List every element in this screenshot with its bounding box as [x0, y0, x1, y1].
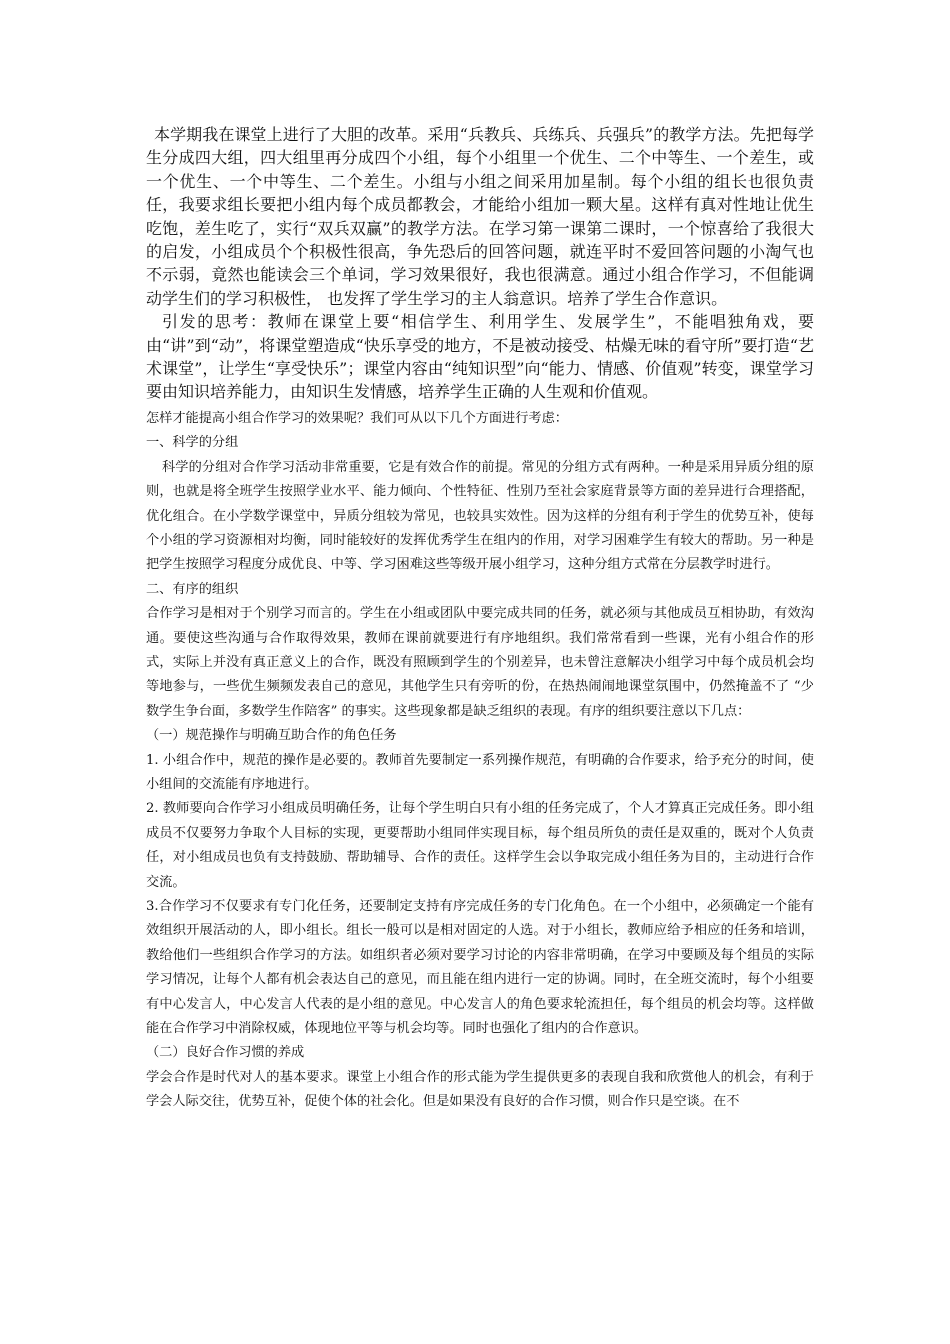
section-2-title: 二、有序的组织: [146, 581, 239, 597]
list-item-3: 3.合作学习不仅要求有专门化任务，还要制定支持有序完成任务的专门化角色。在一个小组中，必须确定一个能有效组织开展活动的人，即小组长。组长一般可以是相对固定的人选。对于小组长，教师应给予相应的任务和培训，教给他们一些组织合作学习的方法。如组织者必须对要学习讨论的内容非常明确，在学习中要顾及每个组员的实际学习情况，让每个人都有机会表达自己的意见，而且能在组内进行一定的协调。同时，在全班交流时，每个小组要有中心发言人，中心发言人代表的是小组的意见。中心发言人的角色要求轮流担任，每个组员的机会均等。这样做能在合作学习中消除权威，体现地位平等与机会均等。同时也强化了组内的合作意识。: [146, 899, 814, 1037]
intro-paragraph-2: 引发的思考：教师在课堂上要“相信学生、利用学生、发展学生”，不能唱独角戏，要由“讲”到“动”，将课堂塑造成“快乐享受的地方，不是被动接受、枯燥无味的看守所”要打造“艺术课堂”，让学生“享受快乐”；课堂内容由“纯知识型”向“能力、情感、价值观”转变，课堂学习要由知识培养能力，由知识生发情感，培养学生正确的人生观和价值观。: [146, 312, 814, 402]
subsection-1-title: （一）规范操作与明确互助合作的角色任务: [146, 728, 397, 744]
guiding-question: 怎样才能提高小组合作学习的效果呢？我们可从以下几个方面进行考虑：: [146, 410, 568, 426]
subsection-2-title: （二）良好合作习惯的养成: [146, 1045, 305, 1061]
intro-paragraph-1: 本学期我在课堂上进行了大胆的改革。采用“兵教兵、兵练兵、兵强兵”的教学方法。先把每学生分成四大组，四大组里再分成四个小组，每个小组里一个优生、二个中等生、一个差生，或一个优生、一个中等生、二个差生。小组与小组之间采用加星制。每个小组的组长也很负责任，我要求组长要把小组内每个成员都教会，才能给小组加一颗大星。这样有真对性地让优生吃饱，差生吃了，实行“双兵双赢”的教学方法。在学习第一课第二课时，一个惊喜给了我很大的启发，小组成员个个积极性很高，争先恐后的回答问题，就连平时不爱回答问题的小淘气也不示弱，竟然也能读会三个单词，学习效果很好，我也很满意。通过小组合作学习，不但能调动学生们的学习积极性， 也发挥了学生学习的主人翁意识。培养了学生合作意识。: [146, 125, 814, 308]
list-item-1: 1. 小组合作中，规范的操作是必要的。教师首先要制定一系列操作规范，有明确的合作要求，给予充分的时间，使小组间的交流能有序地进行。: [146, 752, 814, 792]
document-page: [146, 123, 814, 1115]
section-2-paragraph: 合作学习是相对于个别学习而言的。学生在小组或团队中要完成共同的任务，就必须与其他成员互相协助，有效沟通。要使这些沟通与合作取得效果，教师在课前就要进行有序地组织。我们常常看到一些课，光有小组合作的形式，实际上并没有真正意义上的合作，既没有照顾到学生的个别差异，也未曾注意解决小组学习中每个成员机会均等地参与，一些优生频频发表自己的意见，其他学生只有旁听的份，在热热闹闹地课堂氛围中，仍然掩盖不了 “少数学生争台面，多数学生作陪客” 的事实。这些现象都是缺乏组织的表现。有序的组织要注意以下几点：: [146, 606, 814, 719]
closing-paragraph: 学会合作是时代对人的基本要求。课堂上小组合作的形式能为学生提供更多的表现自我和欣赏他人的机会，有利于学会人际交往，优势互补，促使个体的社会化。但是如果没有良好的合作习惯，则合作只是空谈。在不: [146, 1069, 814, 1110]
section-1-title: 一、科学的分组: [146, 435, 239, 451]
section-1-paragraph: 科学的分组对合作学习活动非常重要，它是有效合作的前提。常见的分组方式有两种。一种是采用异质分组的原则，也就是将全班学生按照学业水平、能力倾向、个性特征、性别乃至社会家庭背景等方面的差异进行合理搭配，优化组合。在小学数学课堂中，异质分组较为常见，也较具实效性。因为这样的分组有利于学生的优势互补，使每个小组的学习资源相对均衡，同时能较好的发挥优秀学生在组内的作用，对学习困难学生有较大的帮助。另一种是把学生按照学习程度分成优良、中等、学习困难这些等级开展小组学习，这种分组方式常在分层教学时进行。: [146, 459, 814, 573]
list-item-2: 2. 教师要向合作学习小组成员明确任务，让每个学生明白只有小组的任务完成了，个人才算真正完成任务。即小组成员不仅要努力争取个人目标的实现，更要帮助小组同伴实现目标，每个组员所负的责任是双重的，既对个人负责任，对小组成员也负有支持鼓励、帮助辅导、合作的责任。这样学生会以争取完成小组任务为目的，主动进行合作交流。: [146, 801, 814, 890]
